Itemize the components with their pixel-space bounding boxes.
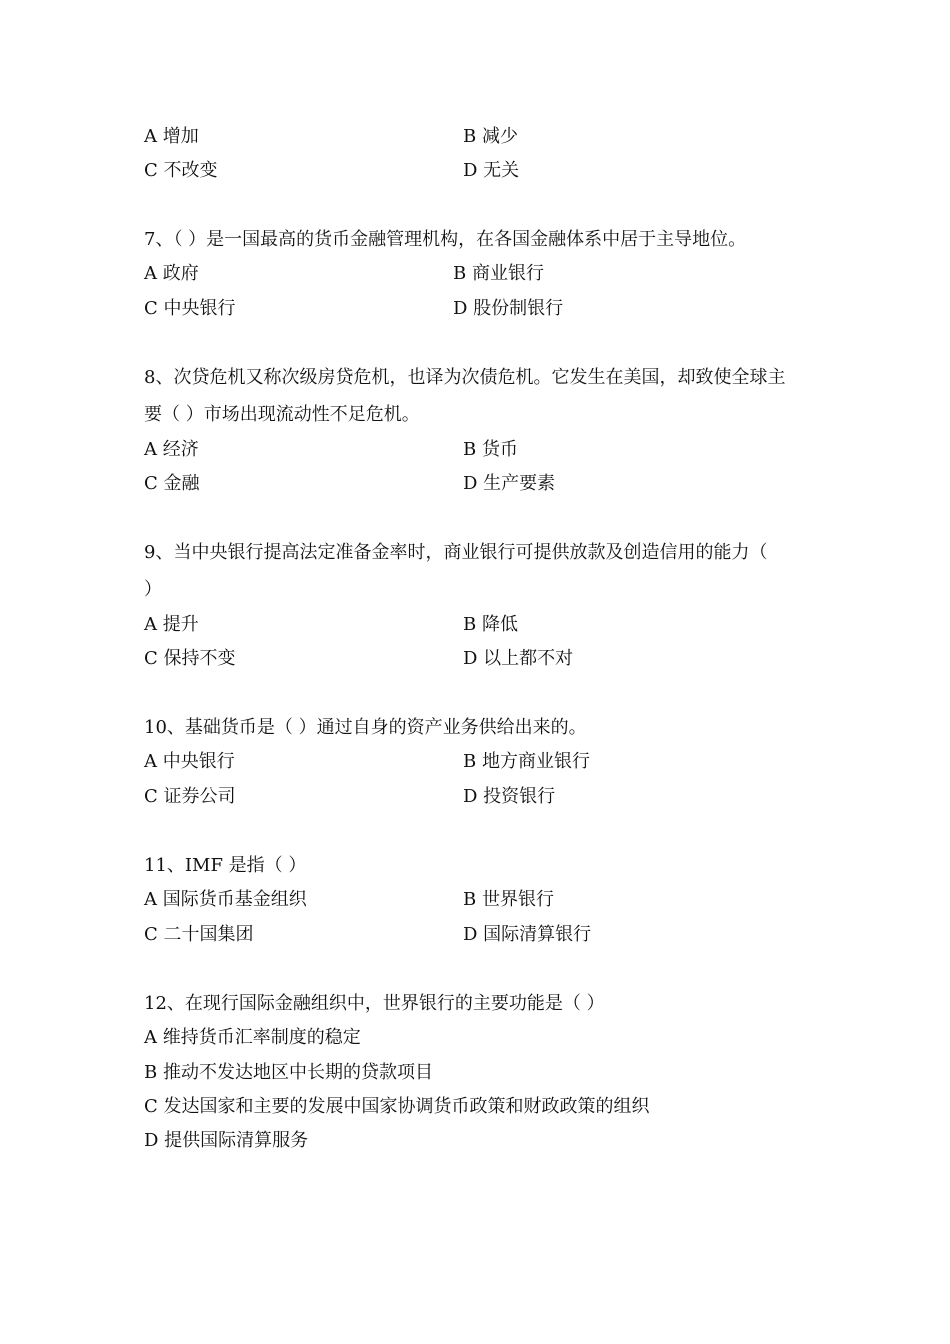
q8-option-b: B 货币 — [463, 439, 518, 460]
q12-option-c: C 发达国家和主要的发展中国家协调货币政策和财政政策的组织 — [144, 1096, 650, 1117]
q8-option-d: D 生产要素 — [463, 473, 556, 494]
q7-option-d: D 股份制银行 — [453, 298, 564, 319]
q12-option-d: D 提供国际清算服务 — [144, 1130, 309, 1151]
q9-option-d: D 以上都不对 — [463, 648, 574, 669]
q7-option-c: C 中央银行 — [144, 298, 236, 319]
q7-stem: 7、（ ）是一国最高的货币金融管理机构，在各国金融体系中居于主导地位。 — [144, 229, 747, 250]
q12-stem: 12、在现行国际金融组织中，世界银行的主要功能是（ ） — [144, 993, 605, 1014]
q10-option-a: A 中央银行 — [144, 751, 235, 772]
q10-stem: 10、基础货币是（ ）通过自身的资产业务供给出来的。 — [144, 717, 587, 738]
q11-option-d: D 国际清算银行 — [463, 924, 592, 945]
q11-option-b: B 世界银行 — [463, 889, 554, 910]
q9-stem-line-2: ） — [144, 579, 162, 600]
q6-option-a: A 增加 — [144, 126, 199, 147]
q10-option-d: D 投资银行 — [463, 786, 556, 807]
q10-option-b: B 地方商业银行 — [463, 751, 590, 772]
q7-option-a: A 政府 — [144, 263, 199, 284]
q6-option-d: D 无关 — [463, 160, 520, 181]
q9-option-a: A 提升 — [144, 614, 199, 635]
q8-stem-line-1: 8、次贷危机又称次级房贷危机，也译为次债危机。它发生在美国，却致使全球主 — [144, 367, 786, 388]
q8-stem-line-2: 要（ ）市场出现流动性不足危机。 — [144, 404, 420, 425]
q6-option-c: C 不改变 — [144, 160, 218, 181]
q9-stem-line-1: 9、当中央银行提高法定准备金率时，商业银行可提供放款及创造信用的能力（ — [144, 542, 768, 563]
q10-option-c: C 证券公司 — [144, 786, 236, 807]
q7-option-b: B 商业银行 — [453, 263, 544, 284]
q11-option-a: A 国际货币基金组织 — [144, 889, 307, 910]
q12-option-a: A 维持货币汇率制度的稳定 — [144, 1027, 361, 1048]
q9-option-c: C 保持不变 — [144, 648, 236, 669]
q6-option-b: B 减少 — [463, 126, 518, 147]
q11-option-c: C 二十国集团 — [144, 924, 254, 945]
q9-option-b: B 降低 — [463, 614, 518, 635]
q8-option-c: C 金融 — [144, 473, 200, 494]
q12-option-b: B 推动不发达地区中长期的贷款项目 — [144, 1062, 433, 1083]
q11-stem: 11、IMF 是指（ ） — [144, 855, 307, 876]
q8-option-a: A 经济 — [144, 439, 199, 460]
